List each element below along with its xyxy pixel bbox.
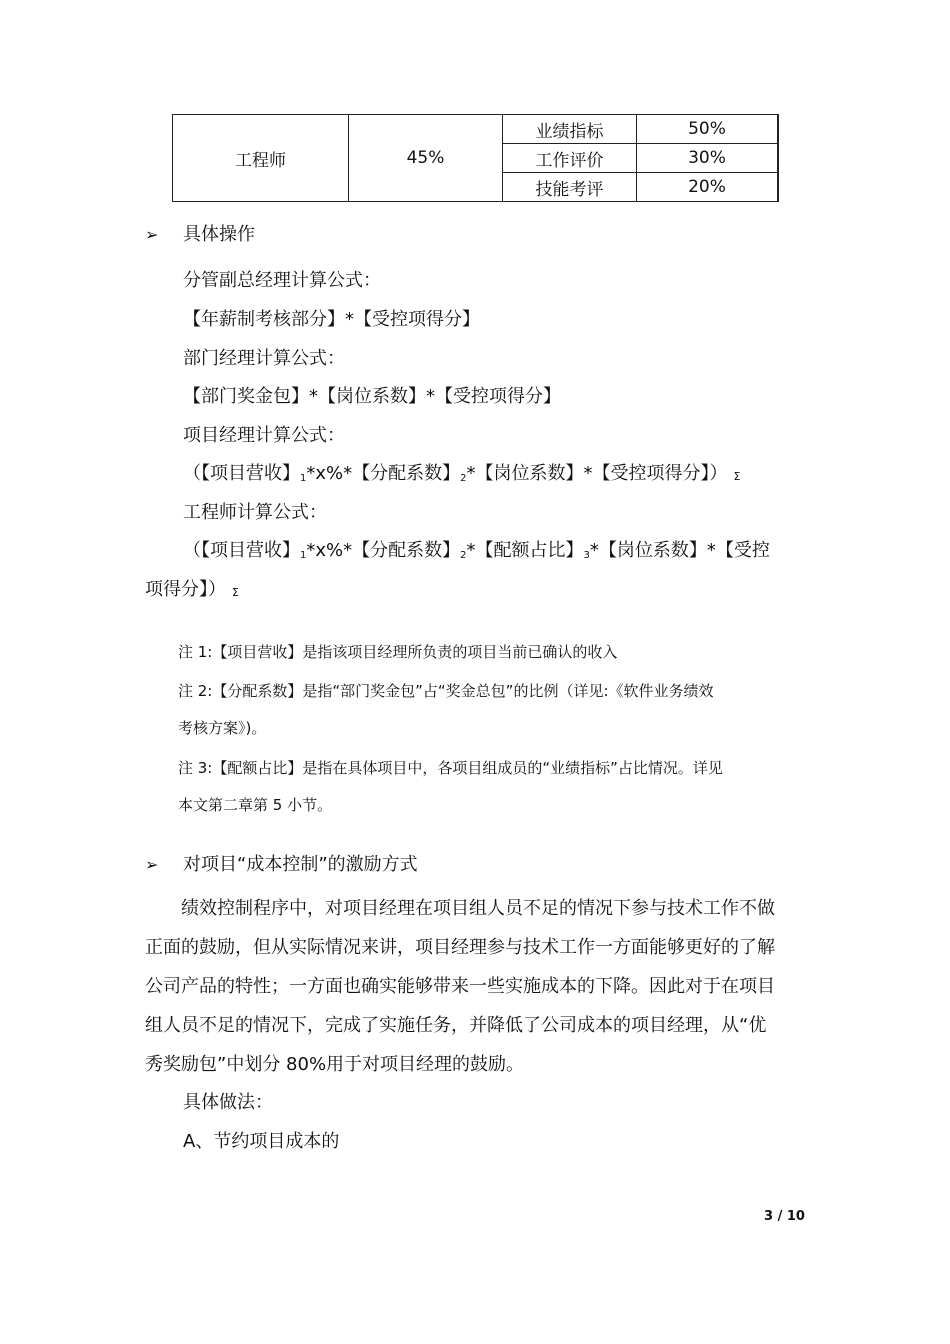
item-a: A、节约项目成本的 — [183, 1131, 340, 1152]
paragraph-line: 绩效控制程序中，对项目经理在项目组人员不足的情况下参与技术工作不做 — [145, 898, 775, 919]
paragraph-line: 正面的鼓励，但从实际情况来讲，项目经理参与技术工作一方面能够更好的了解 — [145, 937, 775, 958]
formula-label-dept: 部门经理计算公式： — [183, 348, 345, 369]
heading-text: 具体操作 — [183, 224, 255, 245]
ratio-cell: 45% — [349, 115, 503, 202]
formula-label-engineer: 工程师计算公式： — [183, 502, 327, 523]
formula-part: *【岗位系数】*【受控 — [589, 540, 770, 561]
paragraph-line: 组人员不足的情况下，完成了实施任务，并降低了公司成本的项目经理，从“优 — [145, 1015, 767, 1036]
note-2-cont: 考核方案》)。 — [178, 719, 267, 737]
formula-part: *【配额占比】 — [466, 540, 584, 561]
note-3-cont: 本文第二章第 5 小节。 — [178, 796, 333, 814]
formula-part: *【岗位系数】*【受控项得分】） — [466, 463, 728, 484]
weight-table — [172, 114, 779, 202]
cost-control-paragraph — [145, 889, 810, 1084]
note-1: 注 1:【项目营收】是指该项目经理所负责的项目当前已确认的收入 — [178, 643, 618, 661]
arrow-bullet-icon: ➢ — [145, 225, 159, 244]
subscript: 3 — [583, 550, 590, 561]
section-heading-operation — [145, 220, 255, 246]
subscript: 1 — [300, 550, 307, 561]
formula-dept: 【部门奖金包】*【岗位系数】*【受控项得分】 — [183, 386, 561, 407]
formula-pm — [183, 459, 740, 485]
formula-part: *x%*【分配系数】 — [306, 463, 461, 484]
section-heading-cost-control — [145, 850, 418, 876]
item-cell: 业绩指标 — [503, 115, 637, 144]
sigma-symbol: Σ — [733, 470, 741, 483]
paragraph-line: 秀奖励包”中划分 80%用于对项目经理的鼓励。 — [145, 1054, 525, 1075]
formula-vp: 【年薪制考核部分】*【受控项得分】 — [183, 309, 480, 330]
formula-part: （【项目营收】 — [183, 463, 300, 484]
formula-label-vp: 分管副总经理计算公式： — [183, 270, 381, 291]
note-2: 注 2:【分配系数】是指“部门奖金包”占“奖金总包”的比例（详见:《软件业务绩效 — [178, 682, 714, 700]
pct-cell: 20% — [637, 173, 779, 202]
formula-part: *x%*【分配系数】 — [306, 540, 461, 561]
subscript: 2 — [460, 550, 467, 561]
pct-cell: 30% — [637, 144, 779, 173]
sigma-symbol: Σ — [232, 586, 239, 599]
note-3: 注 3:【配额占比】是指在具体项目中，各项目组成员的“业绩指标”占比情况。详见 — [178, 759, 723, 777]
page-number: 3 / 10 — [764, 1209, 805, 1224]
heading-text: 对项目“成本控制”的激励方式 — [183, 854, 418, 875]
arrow-bullet-icon: ➢ — [145, 855, 159, 874]
method-label: 具体做法： — [183, 1092, 273, 1113]
pct-cell: 50% — [637, 115, 779, 144]
item-cell: 技能考评 — [503, 173, 637, 202]
formula-part: （【项目营收】 — [183, 540, 300, 561]
formula-label-pm: 项目经理计算公式： — [183, 425, 345, 446]
formula-engineer-cont — [145, 575, 239, 601]
subscript: 2 — [460, 473, 467, 484]
formula-part: 项得分】） — [145, 579, 226, 600]
table-row — [173, 115, 779, 144]
formula-engineer — [183, 536, 770, 562]
paragraph-line: 公司产品的特性；一方面也确实能够带来一些实施成本的下降。因此对于在项目 — [145, 976, 775, 997]
item-cell: 工作评价 — [503, 144, 637, 173]
subscript: 1 — [300, 473, 307, 484]
role-cell: 工程师 — [173, 115, 349, 202]
